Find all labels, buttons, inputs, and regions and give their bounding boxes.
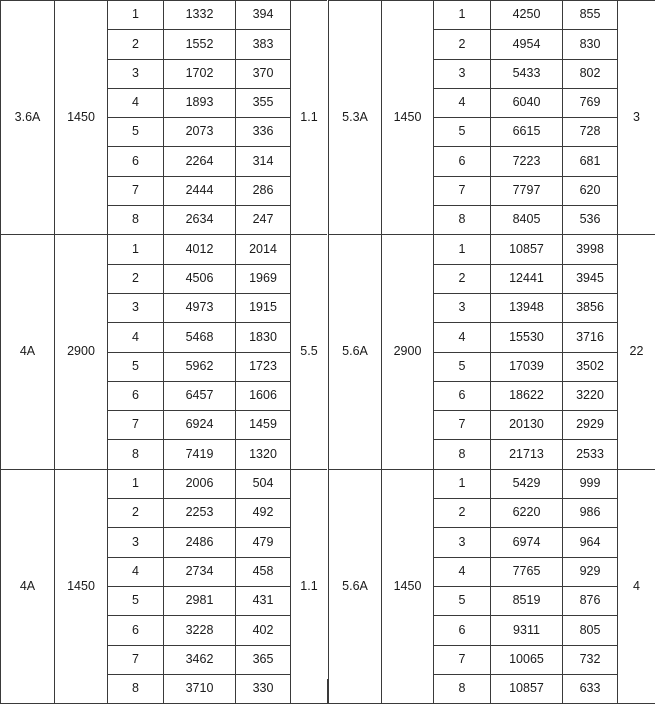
cell-value2: 1830 (236, 323, 291, 352)
cell-value1: 10857 (491, 235, 563, 264)
cell-index: 1 (434, 235, 491, 264)
cell-index: 8 (434, 206, 491, 235)
cell-power: 1450 (382, 469, 434, 703)
cell-value2: 3716 (563, 323, 618, 352)
cell-power: 2900 (382, 235, 434, 469)
cell-value2: 431 (236, 586, 291, 615)
cell-value1: 5468 (164, 323, 236, 352)
cell-rating: 1.1 (291, 469, 328, 703)
right-data-table (328, 0, 655, 704)
cell-value2: 986 (563, 499, 618, 528)
cell-index: 7 (434, 176, 491, 205)
cell-index: 5 (108, 352, 164, 381)
cell-value1: 4973 (164, 293, 236, 322)
cell-value2: 805 (563, 616, 618, 645)
cell-model: 3.6A (1, 1, 55, 235)
cell-value2: 492 (236, 499, 291, 528)
cell-model: 5.6A (329, 469, 382, 703)
cell-model: 4A (1, 469, 55, 703)
cell-value2: 336 (236, 118, 291, 147)
cell-value1: 21713 (491, 440, 563, 469)
table-row (1, 1, 328, 30)
cell-rating: 4 (618, 469, 655, 703)
cell-index: 7 (434, 411, 491, 440)
table-row (329, 235, 655, 264)
cell-value2: 3998 (563, 235, 618, 264)
cell-index: 4 (108, 323, 164, 352)
cell-value1: 2444 (164, 176, 236, 205)
cell-index: 8 (108, 674, 164, 703)
cell-index: 3 (434, 59, 491, 88)
cell-value1: 5433 (491, 59, 563, 88)
cell-value1: 2264 (164, 147, 236, 176)
cell-index: 1 (108, 1, 164, 30)
cell-index: 4 (434, 88, 491, 117)
cell-model: 5.3A (329, 1, 382, 235)
cell-value1: 2981 (164, 586, 236, 615)
cell-value2: 383 (236, 30, 291, 59)
cell-index: 2 (434, 30, 491, 59)
cell-rating: 5.5 (291, 235, 328, 469)
cell-value2: 964 (563, 528, 618, 557)
cell-index: 5 (434, 352, 491, 381)
cell-index: 7 (108, 176, 164, 205)
cell-rating: 1.1 (291, 1, 328, 235)
cell-model: 5.6A (329, 235, 382, 469)
cell-model: 4A (1, 235, 55, 469)
cell-index: 8 (434, 440, 491, 469)
cell-value2: 802 (563, 59, 618, 88)
cell-value1: 4506 (164, 264, 236, 293)
cell-index: 6 (108, 381, 164, 410)
cell-value2: 286 (236, 176, 291, 205)
cell-index: 5 (108, 118, 164, 147)
cell-index: 5 (108, 586, 164, 615)
table-row (329, 469, 655, 498)
cell-value2: 314 (236, 147, 291, 176)
cell-index: 7 (108, 411, 164, 440)
cell-value1: 1893 (164, 88, 236, 117)
table-row (329, 1, 655, 30)
cell-value2: 536 (563, 206, 618, 235)
cell-index: 2 (108, 499, 164, 528)
cell-value2: 1459 (236, 411, 291, 440)
cell-power: 1450 (55, 469, 108, 703)
cell-value1: 13948 (491, 293, 563, 322)
cell-value1: 15530 (491, 323, 563, 352)
cell-index: 6 (108, 147, 164, 176)
cell-index: 8 (108, 206, 164, 235)
cell-index: 6 (434, 147, 491, 176)
cell-index: 8 (434, 674, 491, 703)
cell-value2: 330 (236, 674, 291, 703)
cell-value1: 18622 (491, 381, 563, 410)
cell-value1: 3228 (164, 616, 236, 645)
cell-value2: 365 (236, 645, 291, 674)
cell-value1: 7419 (164, 440, 236, 469)
cell-value1: 2073 (164, 118, 236, 147)
cell-index: 2 (108, 264, 164, 293)
cell-index: 2 (434, 264, 491, 293)
cell-value1: 2486 (164, 528, 236, 557)
cell-index: 7 (434, 645, 491, 674)
cell-value2: 1969 (236, 264, 291, 293)
cell-value2: 370 (236, 59, 291, 88)
cell-index: 4 (434, 557, 491, 586)
cell-index: 3 (108, 528, 164, 557)
cell-value1: 8519 (491, 586, 563, 615)
cell-value2: 504 (236, 469, 291, 498)
cell-value2: 732 (563, 645, 618, 674)
cell-value1: 3462 (164, 645, 236, 674)
cell-index: 3 (108, 293, 164, 322)
cell-value2: 830 (563, 30, 618, 59)
cell-index: 1 (434, 1, 491, 30)
cell-rating: 3 (618, 1, 655, 235)
cell-value1: 6457 (164, 381, 236, 410)
cell-power: 2900 (55, 235, 108, 469)
cell-value1: 2253 (164, 499, 236, 528)
cell-index: 1 (108, 235, 164, 264)
cell-index: 5 (434, 586, 491, 615)
cell-value1: 1552 (164, 30, 236, 59)
cell-value1: 4012 (164, 235, 236, 264)
cell-index: 6 (434, 616, 491, 645)
cell-value1: 4954 (491, 30, 563, 59)
cell-value1: 1702 (164, 59, 236, 88)
cell-value2: 769 (563, 88, 618, 117)
cell-value1: 1332 (164, 1, 236, 30)
cell-value1: 2006 (164, 469, 236, 498)
cell-index: 1 (108, 469, 164, 498)
cell-value2: 3945 (563, 264, 618, 293)
cell-value2: 2533 (563, 440, 618, 469)
cell-value2: 458 (236, 557, 291, 586)
cell-value1: 6615 (491, 118, 563, 147)
cell-value2: 681 (563, 147, 618, 176)
cell-value1: 10065 (491, 645, 563, 674)
cell-value1: 2734 (164, 557, 236, 586)
cell-value1: 4250 (491, 1, 563, 30)
cell-value1: 6974 (491, 528, 563, 557)
cell-rating: 22 (618, 235, 655, 469)
cell-index: 3 (434, 528, 491, 557)
cell-value1: 6924 (164, 411, 236, 440)
cell-value2: 394 (236, 1, 291, 30)
cell-value1: 9311 (491, 616, 563, 645)
cell-value1: 5962 (164, 352, 236, 381)
cell-value2: 1320 (236, 440, 291, 469)
cell-value1: 7223 (491, 147, 563, 176)
table-row (1, 235, 328, 264)
cell-value2: 728 (563, 118, 618, 147)
cell-value1: 6220 (491, 499, 563, 528)
cell-value2: 3220 (563, 381, 618, 410)
cell-index: 2 (108, 30, 164, 59)
cell-value2: 479 (236, 528, 291, 557)
cell-value2: 402 (236, 616, 291, 645)
cell-index: 1 (434, 469, 491, 498)
cell-power: 1450 (382, 1, 434, 235)
cell-index: 4 (108, 88, 164, 117)
cell-value1: 6040 (491, 88, 563, 117)
cell-value1: 7765 (491, 557, 563, 586)
cell-value1: 8405 (491, 206, 563, 235)
cell-index: 4 (434, 323, 491, 352)
cell-index: 3 (108, 59, 164, 88)
cell-value2: 1915 (236, 293, 291, 322)
cell-value2: 929 (563, 557, 618, 586)
cell-value2: 633 (563, 674, 618, 703)
cell-value2: 999 (563, 469, 618, 498)
cell-index: 8 (108, 440, 164, 469)
cell-value2: 2014 (236, 235, 291, 264)
cell-value2: 3856 (563, 293, 618, 322)
right-table-half (328, 0, 655, 679)
cell-power: 1450 (55, 1, 108, 235)
cell-value2: 3502 (563, 352, 618, 381)
cell-value1: 2634 (164, 206, 236, 235)
cell-value1: 7797 (491, 176, 563, 205)
cell-value1: 20130 (491, 411, 563, 440)
cell-value2: 1723 (236, 352, 291, 381)
cell-value2: 876 (563, 586, 618, 615)
cell-value2: 2929 (563, 411, 618, 440)
cell-value2: 855 (563, 1, 618, 30)
table-row (1, 469, 328, 498)
cell-value1: 3710 (164, 674, 236, 703)
cell-value2: 1606 (236, 381, 291, 410)
cell-index: 6 (108, 616, 164, 645)
cell-index: 4 (108, 557, 164, 586)
cell-value1: 10857 (491, 674, 563, 703)
cell-index: 7 (108, 645, 164, 674)
cell-index: 5 (434, 118, 491, 147)
left-table-half (0, 0, 327, 679)
cell-index: 3 (434, 293, 491, 322)
cell-value2: 620 (563, 176, 618, 205)
cell-value2: 247 (236, 206, 291, 235)
cell-index: 6 (434, 381, 491, 410)
cell-value1: 17039 (491, 352, 563, 381)
cell-value1: 12441 (491, 264, 563, 293)
cell-index: 2 (434, 499, 491, 528)
cell-value2: 355 (236, 88, 291, 117)
cell-value1: 5429 (491, 469, 563, 498)
